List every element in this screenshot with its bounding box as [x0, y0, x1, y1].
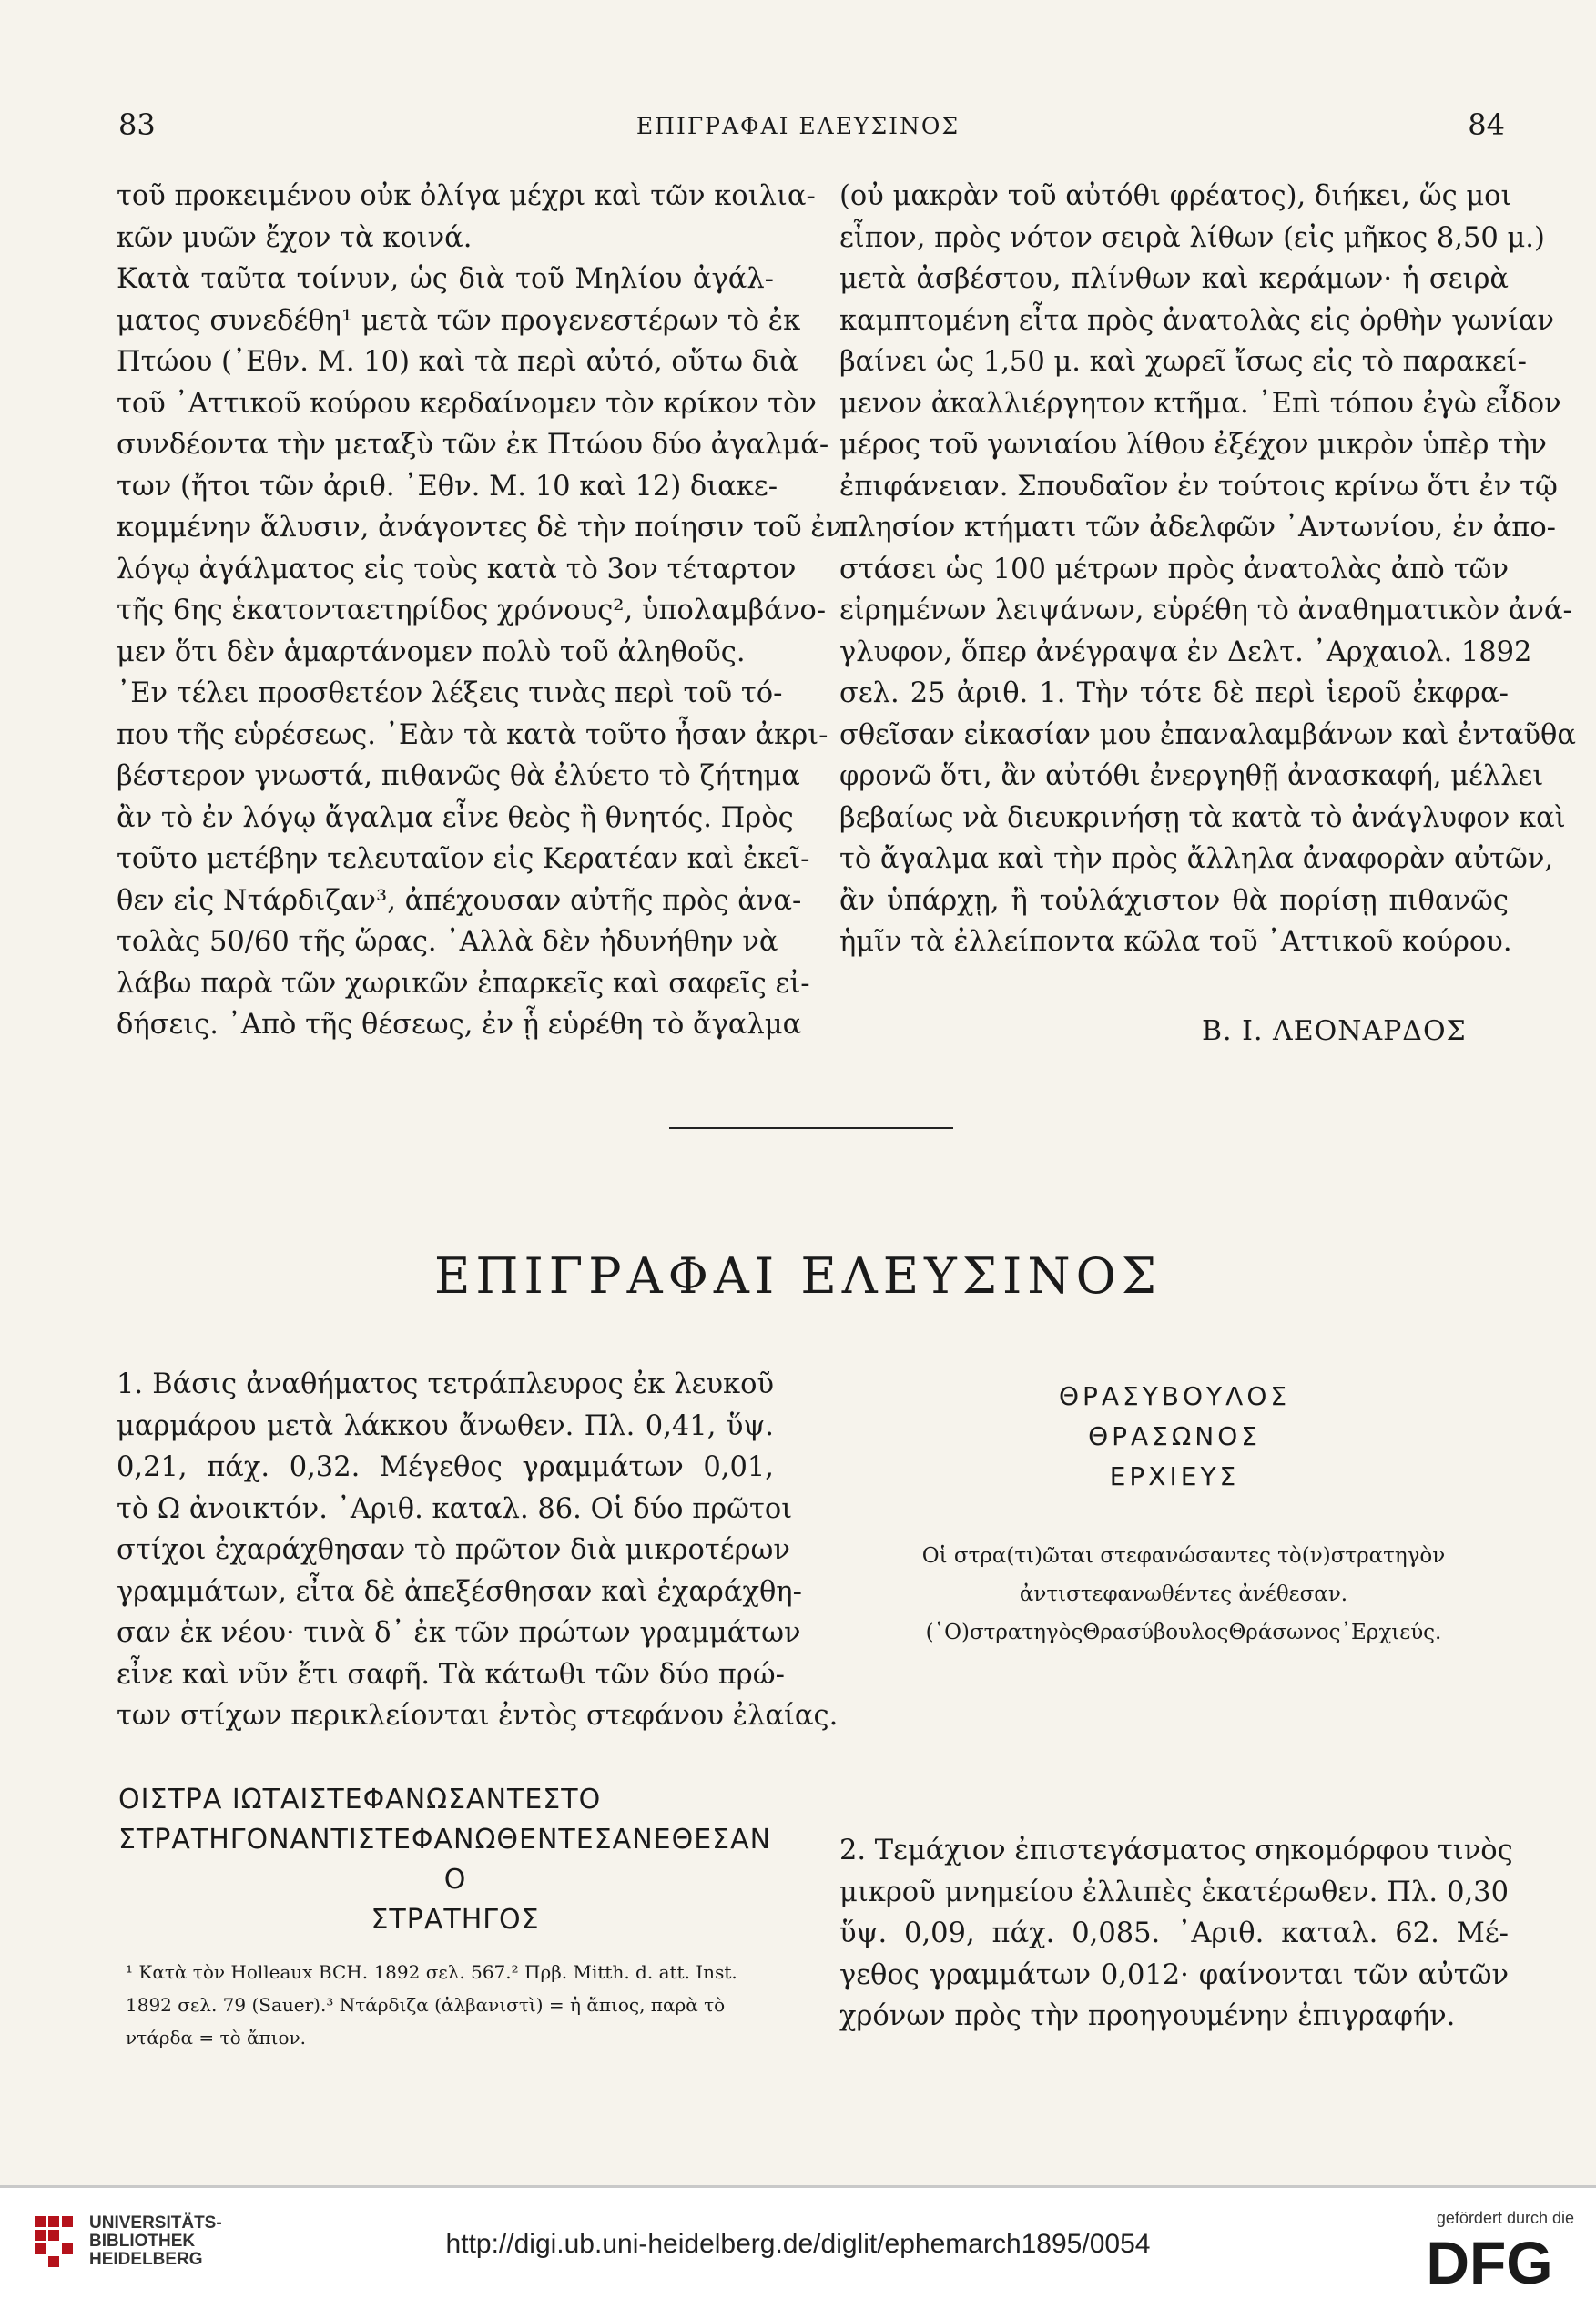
viewer-footer	[0, 2185, 1596, 2309]
text-line: στίχοι ἐχαράχθησαν τὸ πρῶτον διὰ μικροτέρων	[117, 1534, 790, 1566]
text-line: θεν εἰς Ντάρδιζαν³, ἀπέχουσαν αὐτῆς πρὸς ἀνα-	[117, 884, 802, 917]
text-line: γλυφον, ὅπερ ἀνέγραψα ἐν Δελτ. ᾿Αρχαιολ. 1892	[839, 636, 1532, 668]
text-line: γραμμάτων, εἶτα δὲ ἀπεξέσθησαν καὶ ἐχαράχθη-	[117, 1575, 802, 1608]
text-line: μενον ἀκαλλιέργητον κτῆμα. ᾿Επὶ τόπου ἐγὼ εἶδον	[839, 387, 1561, 420]
section-divider	[669, 1127, 953, 1129]
text-line: 0,21, πάχ. 0,32. Μέγεθος γραμμάτων 0,01,	[117, 1451, 774, 1483]
footer-divider	[0, 2185, 1596, 2188]
text-line: ² Πρβ. Mitth. d. att. Inst. 1892 σελ. 79 (Sauer).	[126, 1961, 737, 2016]
inscription-line: Ο	[443, 1864, 467, 1896]
funding-label: gefördert durch die	[1436, 2209, 1574, 2227]
text-line: γεθος γραμμάτων 0,012· φαίνονται τῶν αὐτῶν	[839, 1958, 1509, 1991]
inscription-line: ΘΡΑΣΥΒΟΥΛΟΣ	[1058, 1381, 1291, 1411]
text-line: Οἱ στρα(τι)ῶται στεφανώσαντες τὸ(ν)	[921, 1544, 1331, 1568]
text-line: τοῦ ᾿Αττικοῦ κούρου κερδαίνομεν τὸν κρίκον τὸν	[117, 387, 817, 420]
text-line: σελ. 25 ἀριθ. 1. Τὴν τότε δὲ περὶ ἱεροῦ ἐκφρα-	[839, 677, 1509, 709]
page-number-right: 84	[1468, 107, 1505, 142]
text-line: βαίνει ὡς 1,50 μ. καὶ χωρεῖ ἴσως εἰς τὸ παρακεί-	[839, 346, 1527, 378]
inscription-left	[118, 1780, 792, 1940]
text-line: ἂν τὸ ἐν λόγῳ ἄγαλμα εἶνε θεὸς ἢ θνητός. Πρὸς	[117, 801, 794, 834]
text-line: εἶνε καὶ νῦν ἔτι σαφῆ. Τὰ κάτωθι τῶν δύο πρώ-	[117, 1658, 785, 1691]
text-line: μέρος τοῦ γωνιαίου λίθου ἐξέχον μικρὸν ὑπὲρ τὴν	[839, 429, 1547, 461]
right-column-bottom	[839, 1830, 1513, 2038]
text-line: μεν ὅτι δὲν ἁμαρτάνομεν πολὺ τοῦ ἀληθοῦς.	[117, 636, 746, 668]
text-line: ᾿Εν τέλει προσθετέον λέξεις τινὰς περὶ τοῦ τό-	[117, 677, 783, 709]
text-line: μαρμάρου μετὰ λάκκου ἄνωθεν. Πλ. 0,41, ὕψ.	[117, 1409, 774, 1442]
text-line: των (ἤτοι τῶν ἀριθ. ᾿Εθν. Μ. 10 καὶ 12) διακε-	[117, 470, 778, 503]
section-title: ΕΠΙΓΡΑΦΑΙ ΕΛΕΥΣΙΝΟΣ	[433, 1247, 1163, 1305]
text-line: μικροῦ μνημείου ἐλλιπὲς ἑκατέρωθεν. Πλ. 0,30	[839, 1876, 1509, 1908]
text-line: Κατὰ ταῦτα τοίνυν, ὡς διὰ τοῦ Μηλίου ἀγάλ-	[117, 263, 774, 295]
text-line: 2. Τεμάχιον ἐπιστεγάσματος σηκομόρφου τινὸς	[839, 1835, 1513, 1867]
inscription-line: ΣΤΡΑΤΗΓΟΣ	[371, 1904, 540, 1936]
text-line: Θρασύβουλος	[1083, 1621, 1229, 1644]
page-number-left: 83	[118, 107, 156, 142]
author-signature: Β. Ι. ΛΕΟΝΑΡΔΟΣ	[1202, 1015, 1467, 1047]
text-line: ὕψ. 0,09, πάχ. 0,085. ᾿Αριθ. καταλ. 62. Μέ-	[839, 1917, 1509, 1949]
text-line: ἐπιφάνειαν. Σπουδαῖον ἐν τούτοις κρίνω ὅτι ἐν τῷ	[839, 470, 1558, 503]
left-column-bottom	[117, 1364, 839, 1737]
text-line: καμπτομένη εἶτα πρὸς ἀνατολὰς εἰς ὀρθὴν γωνίαν	[839, 304, 1555, 337]
inscription-line: ΘΡΑΣΩΝΟΣ	[1088, 1421, 1261, 1451]
text-line: ³ Ντάρδιζα (ἀλβανιστὶ) = ἡ ἄπιος, παρὰ τὸ ντάρδα = τὸ ἄπιον.	[126, 1994, 726, 2049]
inscription-line: ΟΙΣΤΡΑ ΙΩΤΑΙΣΤΕΦΑΝΩΣΑΝΤΕΣΤΟ	[118, 1784, 602, 1816]
text-line: τὸ ἄγαλμα καὶ τὴν πρὸς ἄλληλα ἀναφορὰν αὐτῶν,	[839, 843, 1554, 875]
text-line: εἰρημένων λειψάνων, εὑρέθη τὸ ἀναθηματικὸν ἀνά-	[839, 595, 1572, 626]
text-line: δήσεις. ᾿Απὸ τῆς θέσεως, ἐν ᾗ εὑρέθη τὸ ἄγαλμα	[117, 1009, 802, 1041]
inscription-line: ΣΤΡΑΤΗΓΟΝΑΝΤΙΣΤΕΦΑΝΩΘΕΝΤΕΣΑΝΕΘΕΣΑΝ	[118, 1824, 772, 1856]
text-line: ¹ Κατὰ τὸν Holleaux BCH. 1892 σελ. 567.	[126, 1961, 512, 1983]
text-line: βεβαίως νὰ διευκρινήσῃ τὰ κατὰ τὸ ἀνάγλυφον καὶ	[839, 801, 1566, 834]
text-line: τὸ Ω ἀνοικτόν. ᾿Αριθ. καταλ. 86. Οἱ δύο πρῶτοι	[117, 1492, 793, 1525]
text-line: σαν ἐκ νέου· τινὰ δ᾿ ἐκ τῶν πρώτων γραμμάτων	[117, 1617, 801, 1649]
text-line: 1. Βάσις ἀναθήματος τετράπλευρος ἐκ λευκοῦ	[117, 1368, 774, 1400]
footnotes	[126, 1956, 781, 2054]
text-line: βέστερον γνωστά, πιθανῶς θὰ ἐλύετο τὸ ζήτημα	[117, 760, 800, 792]
inscription-transcription	[901, 1537, 1466, 1652]
text-line: (῾Ο)	[925, 1621, 970, 1644]
left-column-top	[117, 176, 843, 1046]
text-line: των στίχων περικλείονται ἐντὸς στεφάνου ἐλαίας.	[117, 1700, 839, 1732]
text-line: τοῦτο μετέβην τελευταῖον εἰς Κερατέαν καὶ ἐκεῖ-	[117, 843, 810, 875]
text-line: λόγῳ ἀγάλματος εἰς τοὺς κατὰ τὸ 3ον τέταρτον	[117, 553, 797, 585]
text-line: Πτώου (᾿Εθν. Μ. 10) καὶ τὰ περὶ αὐτό, οὕτω διὰ	[117, 346, 798, 378]
text-line: ματος συνεδέθη¹ μετὰ τῶν προγενεστέρων τὸ ἐκ	[117, 304, 801, 337]
text-line: σθεῖσαν εἰκασίαν μου ἐπαναλαμβάνων καὶ ἐνταῦθα	[839, 718, 1577, 751]
text-line: λάβω παρὰ τῶν χωρικῶν ἐπαρκεῖς καὶ σαφεῖς εἰ-	[117, 967, 810, 1000]
right-column-top	[839, 176, 1577, 963]
text-line: τοῦ προκειμένου οὐκ ὀλίγα μέχρι καὶ τῶν κοιλια-	[117, 180, 816, 212]
text-line: στρατηγὸς	[969, 1621, 1083, 1644]
text-line: στάσει ὡς 100 μέτρων πρὸς ἀνατολὰς ἀπὸ τῶν	[839, 553, 1509, 585]
inscription-line: ΕΡΧΙΕΥΣ	[1109, 1461, 1240, 1491]
text-line: ἡμῖν τὰ ἐλλείποντα κῶλα τοῦ ᾿Αττικοῦ κούρου.	[839, 926, 1512, 958]
text-line: μετὰ ἀσβέστου, πλίνθων καὶ κεράμων· ἡ σειρὰ	[839, 263, 1509, 295]
library-name: UNIVERSITÄTS- BIBLIOTHEK HEIDELBERG	[89, 2213, 222, 2269]
text-line: ᾿Ερχιεύς.	[1340, 1621, 1442, 1644]
text-line: τολὰς 50/60 τῆς ὥρας. ᾿Αλλὰ δὲν ἠδυνήθην νὰ	[117, 926, 778, 958]
text-line: φρονῶ ὅτι, ἂν αὐτόθι ἐνεργηθῇ ἀνασκαφή, μέλλει	[839, 760, 1544, 792]
dfg-logo-icon	[1403, 2233, 1576, 2293]
svg-text:DFG: DFG	[1426, 2233, 1553, 2293]
text-line: (οὐ μακρὰν τοῦ αὐτόθι φρέατος), διήκει, ὥς μοι	[839, 180, 1512, 212]
text-line: συνδέοντα τὴν μεταξὺ τῶν ἐκ Πτώου δύο ἀγαλμά-	[117, 429, 829, 461]
text-line: εἶπον, πρὸς νότον σειρὰ λίθων (εἰς μῆκος 8,50 μ.)	[839, 221, 1545, 254]
text-line: στρατηγὸν ἀντιστεφανωθέντες ἀνέθεσαν.	[1019, 1544, 1446, 1606]
text-line: κομμένην ἅλυσιν, ἀνάγοντες δὲ τὴν ποίησιν τοῦ ἐν	[117, 512, 843, 544]
inscription-right	[992, 1377, 1357, 1497]
permalink-url[interactable]: http://digi.ub.uni-heidelberg.de/diglit/ephemarch1895/0054	[445, 2229, 1151, 2259]
running-title: ΕΠΙΓΡΑΦΑΙ ΕΛΕΥΣΙΝΟΣ	[635, 113, 961, 139]
text-line: χρόνων πρὸς τὴν προηγουμένην ἐπιγραφήν.	[839, 2000, 1456, 2032]
text-line: κῶν μυῶν ἔχον τὰ κοινά.	[117, 221, 473, 254]
text-line: πλησίον κτήματι τῶν ἀδελφῶν ᾿Αντωνίου, ἐν ἀπο-	[839, 512, 1556, 544]
text-line: που τῆς εὑρέσεως. ᾿Εὰν τὰ κατὰ τοῦτο ἦσαν ἀκρι-	[117, 718, 828, 751]
text-line: ἂν ὑπάρχῃ, ἢ τοὐλάχιστον θὰ πορίσῃ πιθανῶς	[839, 884, 1509, 917]
text-line: τῆς 6ης ἑκατονταετηρίδος χρόνους², ὑπολαμβάνο-	[117, 595, 827, 626]
text-line: Θράσωνος	[1228, 1621, 1341, 1644]
